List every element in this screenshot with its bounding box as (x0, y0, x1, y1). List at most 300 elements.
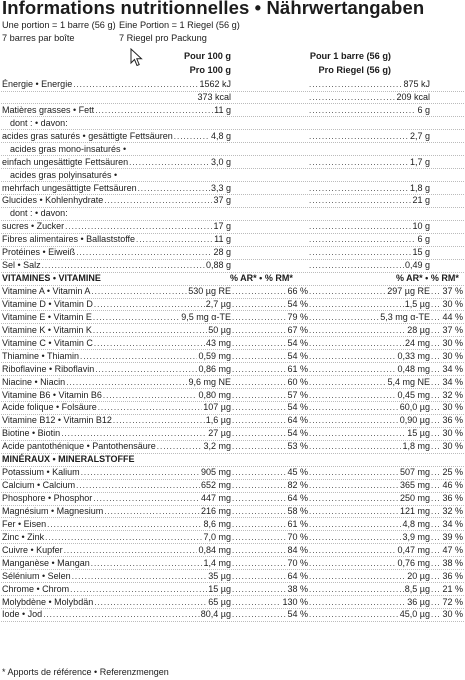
value-per-100g: 9,6 mg NE (188, 376, 231, 387)
table-row (0, 259, 465, 272)
row-cell (2, 608, 231, 621)
row-cell (308, 130, 430, 143)
dot-leader (232, 479, 286, 492)
value-per-100g: 65 µg (208, 596, 231, 607)
row-cell (308, 311, 430, 324)
pct-ri-per-100g: 60 % (287, 376, 308, 387)
row-cell (430, 570, 463, 583)
dot-leader (431, 389, 441, 402)
row-cell (430, 505, 463, 518)
row-cell (231, 505, 308, 518)
table-row (0, 156, 465, 169)
pct-ri-per-100g: 82 % (287, 480, 308, 491)
pct-ri-per-100g: 38 % (287, 583, 308, 594)
dot-leader (45, 531, 202, 544)
row-cell (231, 350, 308, 363)
row-label: Molybdène • Molybdän (2, 596, 94, 607)
row-cell (2, 427, 231, 440)
row-cell (308, 401, 430, 414)
table-row (0, 505, 465, 518)
table-row (0, 130, 465, 143)
dot-leader (91, 557, 203, 570)
value-per-bar: 365 mg (399, 480, 430, 491)
dot-leader (431, 401, 441, 414)
value-per-100g: 0,59 mg (198, 350, 231, 361)
dot-leader (309, 285, 386, 298)
dot-leader (232, 337, 286, 350)
row-label: Cuivre • Kupfer (2, 544, 63, 555)
row-cell (2, 259, 231, 272)
row-label: Vitamine K • Vitamin K (2, 324, 92, 335)
dot-leader (232, 311, 286, 324)
section-header (0, 453, 465, 466)
portion-de: Eine Portion = 1 Riegel (56 g) (119, 20, 240, 30)
dot-leader (431, 608, 441, 621)
dot-leader (309, 104, 416, 117)
row-cell (430, 492, 463, 505)
pct-ri-per-bar: 34 % (442, 518, 463, 529)
page-title: Informations nutritionnelles • Nährwertangaben (2, 0, 425, 18)
dot-leader (65, 220, 212, 233)
dot-leader (431, 518, 441, 531)
value-per-100g: 0,80 mg (198, 389, 231, 400)
dot-leader (232, 557, 286, 570)
row-cell (2, 363, 231, 376)
pct-ri-per-bar: 36 % (442, 570, 463, 581)
value-per-100g: 35 µg (208, 570, 231, 581)
table-row (0, 363, 465, 376)
row-cell (2, 376, 231, 389)
value-per-bar: 0,47 mg (397, 544, 430, 555)
dot-leader (81, 466, 200, 479)
pct-ri-per-100g: 54 % (287, 337, 308, 348)
pct-ri-per-bar: 34 % (442, 376, 463, 387)
row-cell (2, 518, 231, 531)
value-per-bar: 24 mg (404, 337, 430, 348)
dot-leader (309, 337, 404, 350)
value-per-bar: 6 g (417, 234, 430, 245)
row-cell (308, 466, 430, 479)
dot-leader (80, 350, 197, 363)
dot-leader (309, 311, 379, 324)
dot-leader (104, 505, 200, 518)
row-label: Manganèse • Mangan (2, 557, 90, 568)
per100-fr: Pour 100 g (184, 51, 231, 61)
row-cell (308, 596, 430, 609)
row-label: Vitamine A • Vitamin A (2, 286, 91, 296)
value-per-100g: 530 µg RE (188, 286, 231, 296)
value-per-100g: 8,6 mg (203, 518, 231, 529)
value-per-bar: 60,0 µg (399, 402, 430, 413)
pct-ri-per-bar: 46 % (442, 480, 463, 491)
dot-leader (431, 427, 441, 440)
footnote: * Apports de référence • Referenzmengen (2, 667, 169, 677)
pct-ri-per-bar: 30 % (442, 428, 463, 439)
pct-ri-per-bar: 44 % (442, 311, 463, 322)
row-label: Fibres alimentaires • Ballaststoffe (2, 234, 136, 245)
row-cell (430, 479, 463, 492)
dot-leader (431, 440, 441, 453)
dot-leader (138, 182, 210, 195)
pct-ri-per-100g: 64 % (287, 570, 308, 581)
row-cell (308, 194, 430, 207)
dot-leader (431, 583, 441, 596)
row-cell (231, 479, 308, 492)
dot-leader (309, 440, 401, 453)
row-cell (2, 505, 231, 518)
row-cell (308, 544, 430, 557)
pct-ri-per-100g: 57 % (287, 389, 308, 400)
row-cell (231, 544, 308, 557)
table-row (0, 414, 465, 427)
bars-per-box-fr: 7 barres par boîte (2, 33, 75, 43)
dot-leader (431, 531, 441, 544)
value-per-bar: 10 g (412, 221, 430, 232)
dot-leader (232, 466, 286, 479)
dot-leader (61, 427, 207, 440)
row-cell (308, 233, 430, 246)
value-per-100g: 3,3 g (210, 182, 231, 193)
row-cell (231, 389, 308, 402)
table-row (0, 401, 465, 414)
row-cell (308, 298, 430, 311)
row-label: einfach ungesättigte Fettsäuren (2, 156, 129, 167)
value-per-100g: 37 g (213, 195, 231, 206)
dot-leader (91, 285, 187, 298)
value-per-bar: 20 µg (407, 570, 430, 581)
dot-leader (232, 414, 286, 427)
pct-ri-per-bar: 32 % (442, 505, 463, 516)
value-per-bar: 0,90 µg (399, 415, 430, 426)
row-cell (430, 337, 463, 350)
row-cell (430, 401, 463, 414)
row-cell (308, 220, 430, 233)
dot-leader (232, 570, 286, 583)
row-cell (308, 518, 430, 531)
pct-ri-per-100g: 67 % (287, 324, 308, 335)
dot-leader (431, 557, 441, 570)
pct-ri-per-100g: 58 % (287, 505, 308, 516)
dot-leader (309, 570, 406, 583)
mouse-cursor-icon (130, 48, 143, 68)
row-cell (2, 596, 231, 609)
value-per-100g: 43 mg (205, 337, 231, 348)
row-cell (2, 220, 231, 233)
value-per-bar: 0,45 mg (397, 389, 430, 400)
row-cell (308, 389, 430, 402)
pct-ri-per-bar: 30 % (442, 350, 463, 361)
value-per-100g: 9,5 mg α-TE (181, 311, 231, 322)
row-cell (231, 401, 308, 414)
dot-leader (47, 518, 202, 531)
dot-leader (309, 194, 411, 207)
row-cell (430, 427, 463, 440)
table-row (0, 350, 465, 363)
row-label: Zinc • Zink (2, 531, 45, 542)
table-row (0, 220, 465, 233)
dot-leader (431, 298, 441, 311)
nutrition-table (0, 78, 465, 621)
row-label: Calcium • Calcium (2, 480, 76, 491)
dot-leader (232, 518, 286, 531)
value-per-bar: 2,7 g (409, 130, 430, 141)
table-row (0, 246, 465, 259)
dot-leader (43, 608, 200, 621)
value-per-100g: 11 g (214, 104, 231, 115)
row-label: Vitamine B6 • Vitamin B6 (2, 389, 102, 400)
row-cell (308, 156, 430, 169)
dot-leader (309, 389, 396, 402)
dot-leader (309, 363, 396, 376)
row-cell (2, 104, 231, 117)
dot-leader (232, 376, 286, 389)
value-per-100g: 1,4 mg (203, 557, 231, 568)
dot-leader (232, 298, 286, 311)
dot-leader (309, 324, 406, 337)
value-per-bar: 0,49 g (404, 260, 430, 271)
reference-intake-header: % AR* • % RM* (230, 273, 293, 284)
dot-leader (157, 440, 203, 453)
row-cell (2, 401, 231, 414)
dot-leader (309, 505, 399, 518)
dot-leader (232, 350, 286, 363)
pct-ri-per-100g: 54 % (287, 402, 308, 413)
row-cell (2, 156, 231, 169)
row-cell (430, 531, 463, 544)
row-label: Vitamine D • Vitamin D (2, 298, 93, 309)
row-label: Potassium • Kalium (2, 467, 80, 478)
table-row (0, 557, 465, 570)
row-cell (308, 376, 430, 389)
dot-leader (95, 363, 197, 376)
row-cell (308, 570, 430, 583)
dot-leader (309, 233, 416, 246)
row-cell (308, 427, 430, 440)
section-title: VITAMINES • VITAMINE (2, 273, 101, 284)
row-label: acides gras mono-insaturés • (10, 143, 127, 154)
dot-leader (64, 544, 198, 557)
row-cell (231, 583, 308, 596)
col-header-per-100g (150, 50, 231, 77)
row-cell (430, 596, 463, 609)
row-label: Vitamine C • Vitamin C (2, 337, 93, 348)
value-per-bar: 1,7 g (409, 156, 430, 167)
value-per-100g: 216 mg (200, 505, 231, 516)
row-cell (308, 492, 430, 505)
dot-leader (232, 401, 286, 414)
dot-leader (431, 285, 441, 298)
row-cell (231, 608, 308, 621)
row-label: Magnésium • Magnesium (2, 505, 104, 516)
dot-leader (431, 414, 441, 427)
dot-leader (309, 479, 399, 492)
row-cell (308, 350, 430, 363)
value-per-bar: 3,9 mg (402, 531, 430, 542)
portion-info-fr (2, 19, 116, 45)
row-cell (2, 324, 231, 337)
dot-leader (72, 570, 208, 583)
row-cell (2, 414, 231, 427)
row-cell (2, 583, 231, 596)
value-per-100g: 27 µg (208, 428, 231, 439)
dot-leader (309, 531, 401, 544)
pct-ri-per-100g: 70 % (287, 531, 308, 542)
table-row (0, 324, 465, 337)
table-row (0, 285, 465, 298)
dot-leader (431, 505, 441, 518)
value-per-bar: 1,8 g (409, 182, 430, 193)
row-label: Iode • Jod (2, 609, 43, 620)
row-label: Riboflavine • Riboflavin (2, 363, 95, 374)
row-cell (2, 182, 231, 195)
pct-ri-per-100g: 61 % (287, 518, 308, 529)
row-cell (430, 298, 463, 311)
dot-leader (431, 544, 441, 557)
row-label: Fer • Eisen (2, 518, 47, 529)
pct-ri-per-100g: 130 % (282, 596, 308, 607)
row-cell (308, 91, 430, 104)
row-cell (2, 78, 231, 91)
value-per-bar: 45,0 µg (399, 609, 430, 620)
row-cell (308, 104, 430, 117)
value-per-100g: 17 g (213, 221, 231, 232)
row-label: Vitamine B12 • Vitamin B12 (2, 415, 112, 426)
pct-ri-per-100g: 64 % (287, 415, 308, 426)
dot-leader (309, 608, 399, 621)
table-row (0, 440, 465, 453)
row-cell (430, 324, 463, 337)
row-cell (231, 427, 308, 440)
dot-leader (309, 246, 411, 259)
table-row (0, 78, 465, 91)
row-label: Acide folique • Folsäure (2, 402, 97, 413)
table-row (0, 544, 465, 557)
row-cell (308, 608, 430, 621)
table-row (0, 143, 465, 156)
pct-ri-per-100g: 70 % (287, 557, 308, 568)
row-cell (308, 337, 430, 350)
row-cell (430, 376, 463, 389)
row-cell (308, 440, 430, 453)
dot-leader (309, 596, 406, 609)
row-cell (231, 557, 308, 570)
dot-leader (309, 350, 396, 363)
row-cell (2, 246, 231, 259)
row-cell (231, 518, 308, 531)
row-cell (2, 233, 231, 246)
dot-leader (309, 298, 404, 311)
dot-leader (66, 376, 187, 389)
dot-leader (309, 78, 402, 91)
value-per-bar: 209 kcal (396, 91, 430, 102)
value-per-100g: 373 kcal (197, 91, 231, 102)
pct-ri-per-100g: 45 % (287, 467, 308, 478)
value-per-bar: 36 µg (407, 596, 430, 607)
row-cell (430, 518, 463, 531)
value-per-bar: 875 kJ (403, 79, 430, 89)
value-per-bar: 121 mg (399, 505, 430, 516)
value-per-100g: 15 µg (208, 583, 231, 594)
bars-per-box-de: 7 Riegel pro Packung (119, 33, 207, 43)
pct-ri-per-bar: 37 % (442, 324, 463, 335)
row-label: acides gras saturés • gesättigte Fettsäuren (2, 130, 173, 141)
row-label: sucres • Zucker (2, 221, 65, 232)
dot-leader (93, 324, 207, 337)
row-cell (430, 608, 463, 621)
row-label: Énergie • Energie (2, 79, 73, 89)
pct-ri-per-bar: 30 % (442, 441, 463, 452)
row-cell (308, 479, 430, 492)
pct-ri-per-100g: 84 % (287, 544, 308, 555)
row-cell (2, 492, 231, 505)
dot-leader (129, 156, 210, 169)
pct-ri-per-bar: 36 % (442, 493, 463, 503)
row-cell (2, 130, 231, 143)
row-cell (2, 337, 231, 350)
pct-ri-per-bar: 47 % (442, 544, 463, 555)
table-row (0, 117, 465, 130)
row-label: acides gras polyinsaturés • (10, 169, 118, 180)
dot-leader (309, 583, 404, 596)
value-per-100g: 652 mg (200, 480, 231, 491)
pct-ri-per-bar: 30 % (442, 337, 463, 348)
row-cell (430, 544, 463, 557)
table-row (0, 194, 465, 207)
row-label: Matières grasses • Fett (2, 104, 95, 115)
dot-leader (232, 427, 286, 440)
row-cell (231, 311, 308, 324)
pct-ri-per-100g: 53 % (287, 441, 308, 452)
dot-leader (232, 363, 286, 376)
pct-ri-per-100g: 79 % (287, 311, 308, 322)
row-cell (231, 298, 308, 311)
table-row (0, 608, 465, 621)
dot-leader (232, 505, 286, 518)
value-per-100g: 0,84 mg (198, 544, 231, 555)
row-cell (2, 570, 231, 583)
row-cell (2, 479, 231, 492)
row-cell (2, 389, 231, 402)
table-row (0, 298, 465, 311)
pct-ri-per-bar: 34 % (442, 363, 463, 374)
table-row (0, 376, 465, 389)
dot-leader (232, 608, 286, 621)
value-per-100g: 7,0 mg (203, 531, 231, 542)
value-per-100g: 1562 kJ (199, 79, 231, 89)
table-row (0, 570, 465, 583)
row-cell (308, 531, 430, 544)
section-header (0, 272, 465, 285)
dot-leader (232, 285, 286, 298)
row-cell (430, 440, 463, 453)
row-cell (308, 182, 430, 195)
row-cell (430, 414, 463, 427)
dot-leader (309, 401, 399, 414)
pct-ri-per-100g: 54 % (287, 609, 308, 620)
dot-leader (104, 194, 212, 207)
pct-ri-per-100g: 54 % (287, 350, 308, 361)
row-cell (231, 285, 308, 298)
dot-leader (309, 544, 396, 557)
row-cell (430, 285, 463, 298)
value-per-bar: 5,4 mg NE (387, 376, 430, 387)
value-per-bar: 28 µg (407, 324, 430, 335)
row-cell (308, 557, 430, 570)
value-per-100g: 80,4 µg (200, 609, 231, 620)
dot-leader (431, 337, 441, 350)
pct-ri-per-100g: 54 % (287, 428, 308, 439)
pct-ri-per-100g: 66 % (287, 286, 308, 296)
